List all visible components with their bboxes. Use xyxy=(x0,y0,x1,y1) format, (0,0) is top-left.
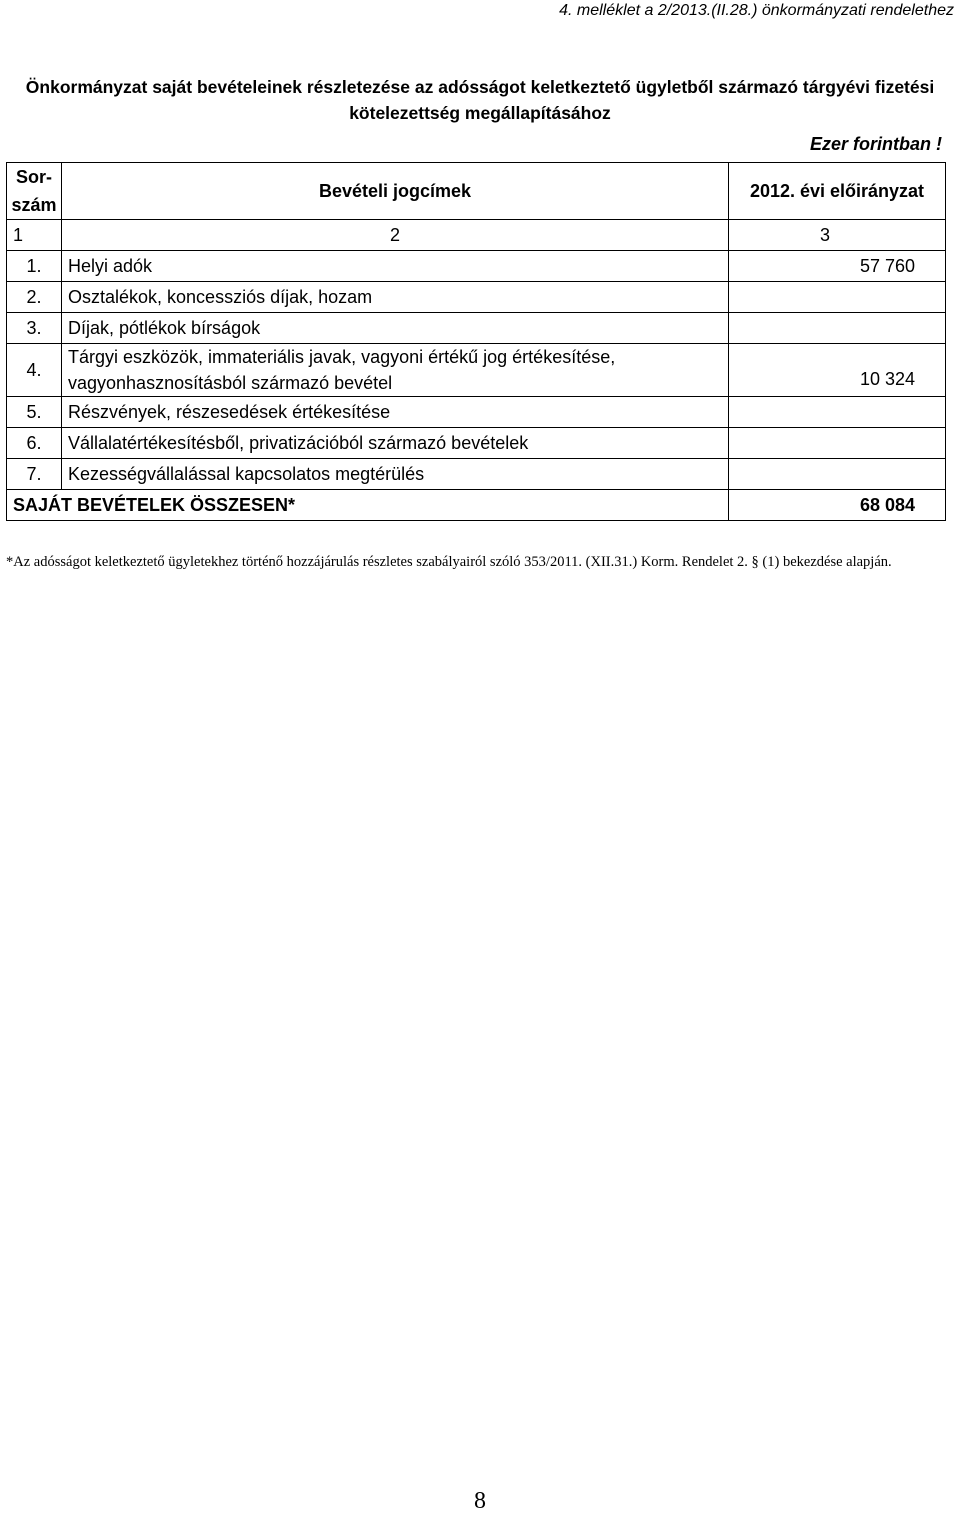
row-label-line2: vagyonhasznosításból származó bevétel xyxy=(68,373,393,393)
row-number: 3. xyxy=(7,313,62,344)
table-row xyxy=(7,344,946,397)
row-value: 57 760 xyxy=(729,251,946,282)
total-value: 68 084 xyxy=(729,490,946,521)
table-row xyxy=(7,428,946,459)
document-title xyxy=(0,74,960,126)
row-value: 10 324 xyxy=(729,344,946,397)
row-number: 6. xyxy=(7,428,62,459)
row-label: Díjak, pótlékok bírságok xyxy=(62,313,729,344)
title-line-2: kötelezettség megállapításához xyxy=(349,103,611,123)
page-number: 8 xyxy=(474,1488,486,1514)
table-header-row xyxy=(7,163,946,220)
row-value xyxy=(729,282,946,313)
table-row xyxy=(7,251,946,282)
row-label: Vállalatértékesítésből, privatizációból származó bevételek xyxy=(62,428,729,459)
row-label: Helyi adók xyxy=(62,251,729,282)
row-value xyxy=(729,397,946,428)
row-label: Osztalékok, koncessziós díjak, hozam xyxy=(62,282,729,313)
row-number: 2. xyxy=(7,282,62,313)
sorszam-header-line2: szám xyxy=(11,195,57,215)
total-label: SAJÁT BEVÉTELEK ÖSSZESEN* xyxy=(7,490,729,521)
column-number-row xyxy=(7,220,946,251)
column-number: 2 xyxy=(62,220,729,251)
revenue-table xyxy=(6,162,946,521)
title-line-1: Önkormányzat saját bevételeinek részletezése az adósságot keletkeztető ügyletből származó tárgyévi fizetési xyxy=(25,77,935,97)
row-label-line1: Tárgyi eszközök, immateriális javak, vagyoni értékű jog értékesítése, xyxy=(68,347,616,367)
table-row xyxy=(7,313,946,344)
row-label: Kezességvállalással kapcsolatos megtérülés xyxy=(62,459,729,490)
annex-reference: 4. melléklet a 2/2013.(II.28.) önkormányzati rendelethez xyxy=(559,2,954,19)
value-column-header: 2012. évi előirányzat xyxy=(729,163,946,220)
row-number: 5. xyxy=(7,397,62,428)
row-value xyxy=(729,313,946,344)
sorszam-header xyxy=(7,163,62,220)
row-number: 7. xyxy=(7,459,62,490)
row-number: 4. xyxy=(7,344,62,397)
row-value xyxy=(729,459,946,490)
row-number: 1. xyxy=(7,251,62,282)
table-row xyxy=(7,282,946,313)
total-row xyxy=(7,490,946,521)
footnote: *Az adósságot keletkeztető ügyletekhez történő hozzájárulás részletes szabályairól szóló 353/2011. (XII.31.) Korm. Rendelet 2. § (1) bekezdése alapján. xyxy=(6,554,892,570)
sorszam-header-line1: Sor- xyxy=(16,167,52,187)
column-number: 1 xyxy=(7,220,62,251)
table-row xyxy=(7,397,946,428)
unit-note: Ezer forintban ! xyxy=(809,134,942,154)
row-label: Részvények, részesedések értékesítése xyxy=(62,397,729,428)
row-label xyxy=(62,344,729,397)
title-column-header: Bevételi jogcímek xyxy=(62,163,729,220)
table-row xyxy=(7,459,946,490)
column-number: 3 xyxy=(729,220,946,251)
row-value xyxy=(729,428,946,459)
